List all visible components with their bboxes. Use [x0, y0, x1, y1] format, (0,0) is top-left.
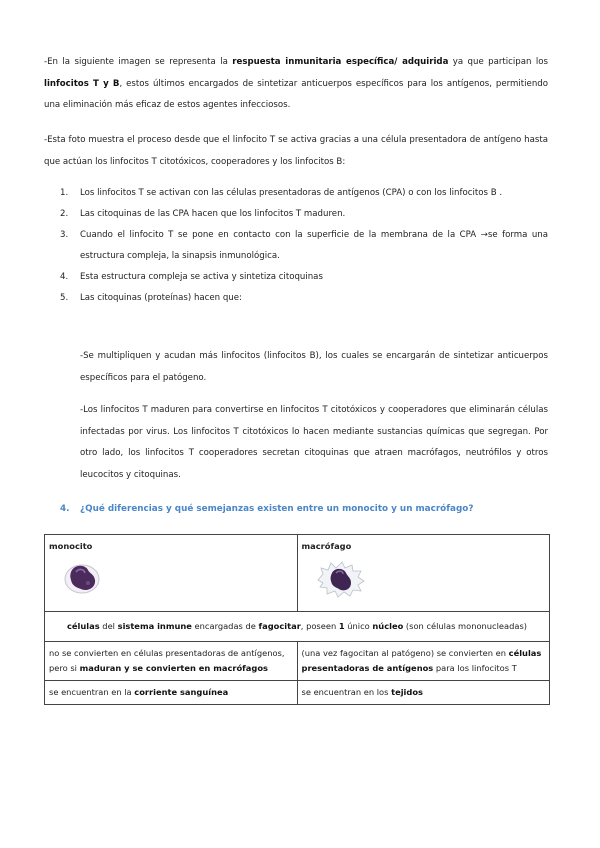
comparison-table [44, 534, 550, 705]
table-row [45, 642, 550, 681]
column-header: monocito [49, 541, 93, 551]
text-run: encargadas de [191, 621, 259, 631]
table-row [45, 535, 550, 612]
bold-run: 1 [338, 621, 345, 631]
text-run: (son células mononucleadas) [403, 621, 528, 631]
monocyte-difference-cell [45, 642, 298, 681]
sub-paragraph-lymphocytes-t: -Los linfocitos T maduren para convertirse en linfocitos T citotóxicos y cooperadores que eliminarán células infectadas por virus. Los linfocitos T citotóxicos lo hacen mediante sustancias químicas que segregan. Por otro lado, los linfocitos T cooperadores secretan citoquinas que atraen macrófagos, neutrófilos y otros leucocitos y citoquinas. [80, 405, 548, 480]
list-number: 4. [60, 272, 69, 282]
text-run: (una vez fagocitan al patógeno) se convierten en [301, 648, 509, 658]
bold-run: células [66, 621, 100, 631]
macrophage-location-cell [297, 681, 550, 705]
bold-run: maduran y se convierten en macrófagos [79, 663, 268, 673]
bold-run: núcleo [372, 621, 404, 631]
text-run: -En la siguiente imagen se representa la [44, 57, 233, 67]
list-number: 5. [60, 293, 69, 303]
bold-run: respuesta inmunitaria específica/ adquirida [232, 57, 449, 67]
text-run: se encuentran en la [49, 687, 135, 697]
list-item [60, 267, 548, 288]
question-text: ¿Qué diferencias y qué semejanzas existen entre un monocito y un macrófago? [80, 504, 474, 514]
text-run: se encuentran en los [301, 687, 392, 697]
macrophage-cell-illustration [312, 558, 368, 600]
list-item-text: Las citoquinas (proteínas) hacen que: [80, 293, 242, 303]
bold-run: fagocitar [258, 621, 301, 631]
list-item [60, 183, 548, 204]
macrophage-header-cell [297, 535, 550, 612]
list-item-text: Esta estructura compleja se activa y sintetiza citoquinas [80, 272, 323, 282]
list-item-text: Las citoquinas de las CPA hacen que los linfocitos T maduren. [80, 209, 346, 219]
bold-run: células presentadoras de antígenos [301, 648, 542, 673]
shared-similarities-cell [45, 612, 550, 642]
text-run: , poseen [300, 621, 339, 631]
list-number: 1. [60, 188, 69, 198]
list-item [60, 225, 548, 267]
bold-run: linfocitos T y B [44, 78, 120, 89]
sub-paragraph-lymphocytes-b: -Se multipliquen y acudan más linfocitos (linfocitos B), los cuales se encargarán de sintetizar anticuerpos específicos para el patógeno. [80, 351, 548, 383]
text-run: del [99, 621, 118, 631]
list-number: 3. [60, 230, 69, 240]
column-header: macrófago [301, 541, 352, 551]
table-row [45, 681, 550, 705]
monocyte-cell-illustration [59, 558, 105, 598]
list-item-text: Cuando el linfocito T se pone en contacto con la superficie de la membrana de la CPA →se forma una estructura compleja, la sinapsis inmunológica. [80, 230, 548, 261]
list-item [60, 288, 548, 309]
monocyte-header-cell [45, 535, 298, 612]
list-item [60, 204, 548, 225]
text-run: no se convierten en células presentadoras de antígenos, pero si [49, 648, 285, 673]
bold-run: tejidos [391, 687, 423, 697]
text-run: único [344, 621, 373, 631]
process-steps-list [60, 183, 548, 309]
question-number: 4. [60, 504, 70, 514]
list-number: 2. [60, 209, 69, 219]
question-heading [60, 500, 548, 518]
bold-run: corriente sanguínea [134, 687, 229, 697]
intro-paragraph-2: -Esta foto muestra el proceso desde que el linfocito T se activa gracias a una célula presentadora de antígeno hasta que actúan los linfocitos T citotóxicos, cooperadores y los linfocitos B: [44, 135, 548, 167]
intro-paragraph-1 [44, 52, 548, 117]
text-run: , estos últimos encargados de sintetizar anticuerpos específicos para los antígenos, permitiendo una eliminación más eficaz de estos agentes infecciosos. [44, 78, 548, 110]
list-item-text: Los linfocitos T se activan con las células presentadoras de antígenos (CPA) o con los linfocitos B . [80, 188, 503, 198]
text-run: ya que participan los [448, 57, 548, 67]
monocyte-location-cell [45, 681, 298, 705]
bold-run: sistema inmune [117, 621, 192, 631]
table-row [45, 612, 550, 642]
macrophage-difference-cell [297, 642, 550, 681]
text-run: para los linfocitos T [433, 663, 517, 673]
